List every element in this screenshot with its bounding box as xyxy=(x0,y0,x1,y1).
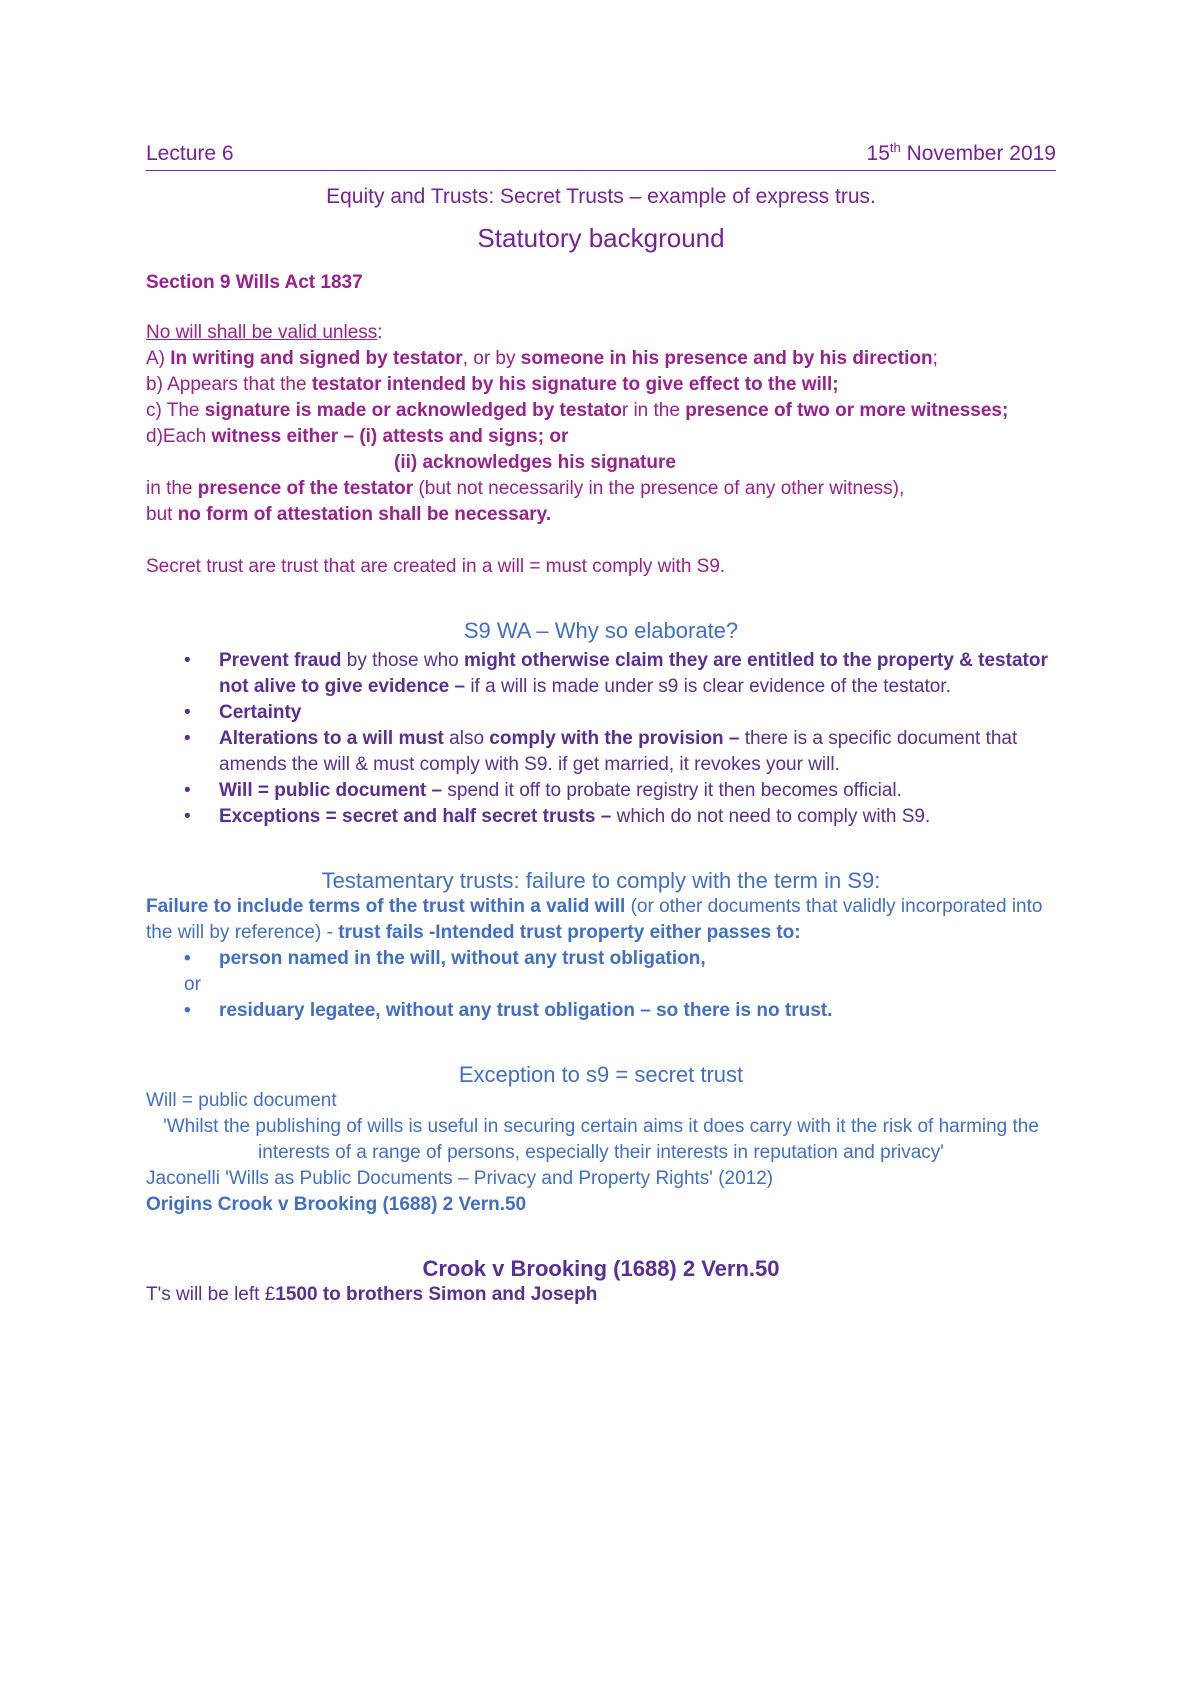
or-line: or xyxy=(184,974,201,995)
failure-paragraph: Failure to include terms of the trust within a valid will (or other documents that validly incorporated into the will by reference) - trust fails -Intended trust property either passes to: xyxy=(146,896,1043,943)
list-item: • Alterations to a will must also comply with the provision – there is a specific document that amends the will & must comply with S9. if get married, it revokes your will. xyxy=(146,726,1056,778)
intro-line: No will shall be valid unless: xyxy=(146,322,383,343)
heading-testamentary: Testamentary trusts: failure to comply with the term in S9: xyxy=(321,868,881,893)
origins-line: Origins Crook v Brooking (1688) 2 Vern.50 xyxy=(146,1194,527,1215)
lecture-date: 15th November 2019 xyxy=(866,140,1056,165)
list-item: • Certainty xyxy=(146,700,1056,726)
list-item: • person named in the will, without any trust obligation, xyxy=(146,946,1056,972)
req-presence: in the presence of the testator (but not necessarily in the presence of any other witness), xyxy=(146,478,905,499)
list-item: • residuary legatee, without any trust obligation – so there is no trust. xyxy=(146,998,1056,1024)
list-item: • Exceptions = secret and half secret trusts – which do not need to comply with S9. xyxy=(146,804,1056,830)
lecture-label: Lecture 6 xyxy=(146,142,234,165)
req-a: A) In writing and signed by testator, or by someone in his presence and by his direction; xyxy=(146,348,938,369)
header-line xyxy=(146,140,1056,171)
heading-crook: Crook v Brooking (1688) 2 Vern.50 xyxy=(422,1256,780,1281)
req-c: c) The signature is made or acknowledged by testator in the presence of two or more witnesses; xyxy=(146,400,1009,421)
req-b: b) Appears that the testator intended by his signature to give effect to the will; xyxy=(146,374,839,395)
document-page xyxy=(146,140,1056,1308)
heading-why-elaborate: S9 WA – Why so elaborate? xyxy=(463,618,739,643)
failure-list-2 xyxy=(146,998,1056,1024)
req-d: d)Each witness either – (i) attests and signs; or xyxy=(146,426,569,447)
why-list xyxy=(146,648,1056,830)
failure-list xyxy=(146,946,1056,972)
crook-line: T's will be left £1500 to brothers Simon and Joseph xyxy=(146,1284,598,1305)
list-item: • Prevent fraud by those who might otherwise claim they are entitled to the property & testator not alive to give evidence – if a will is made under s9 is clear evidence of the testator. xyxy=(146,648,1056,700)
citation-line: Jaconelli 'Wills as Public Documents – Privacy and Property Rights' (2012) xyxy=(146,1168,774,1189)
will-public-line: Will = public document xyxy=(146,1090,337,1111)
section-title: Section 9 Wills Act 1837 xyxy=(146,272,363,293)
jaconelli-quote: 'Whilst the publishing of wills is useful in securing certain aims it does carry with it the risk of harming the interests of a range of persons, especially their interests in reputation and privacy' xyxy=(163,1116,1039,1163)
requirements-block xyxy=(146,320,1056,528)
list-item: • Will = public document – spend it off to probate registry it then becomes official. xyxy=(146,778,1056,804)
secret-trust-line: Secret trust are trust that are created in a will = must comply with S9. xyxy=(146,556,726,577)
req-attestation: but no form of attestation shall be necessary. xyxy=(146,504,552,525)
heading-exception: Exception to s9 = secret trust xyxy=(458,1062,744,1087)
heading-statutory: Statutory background xyxy=(477,223,725,253)
document-subtitle: Equity and Trusts: Secret Trusts – example of express trus. xyxy=(326,185,876,208)
req-d-ii: (ii) acknowledges his signature xyxy=(394,452,676,473)
